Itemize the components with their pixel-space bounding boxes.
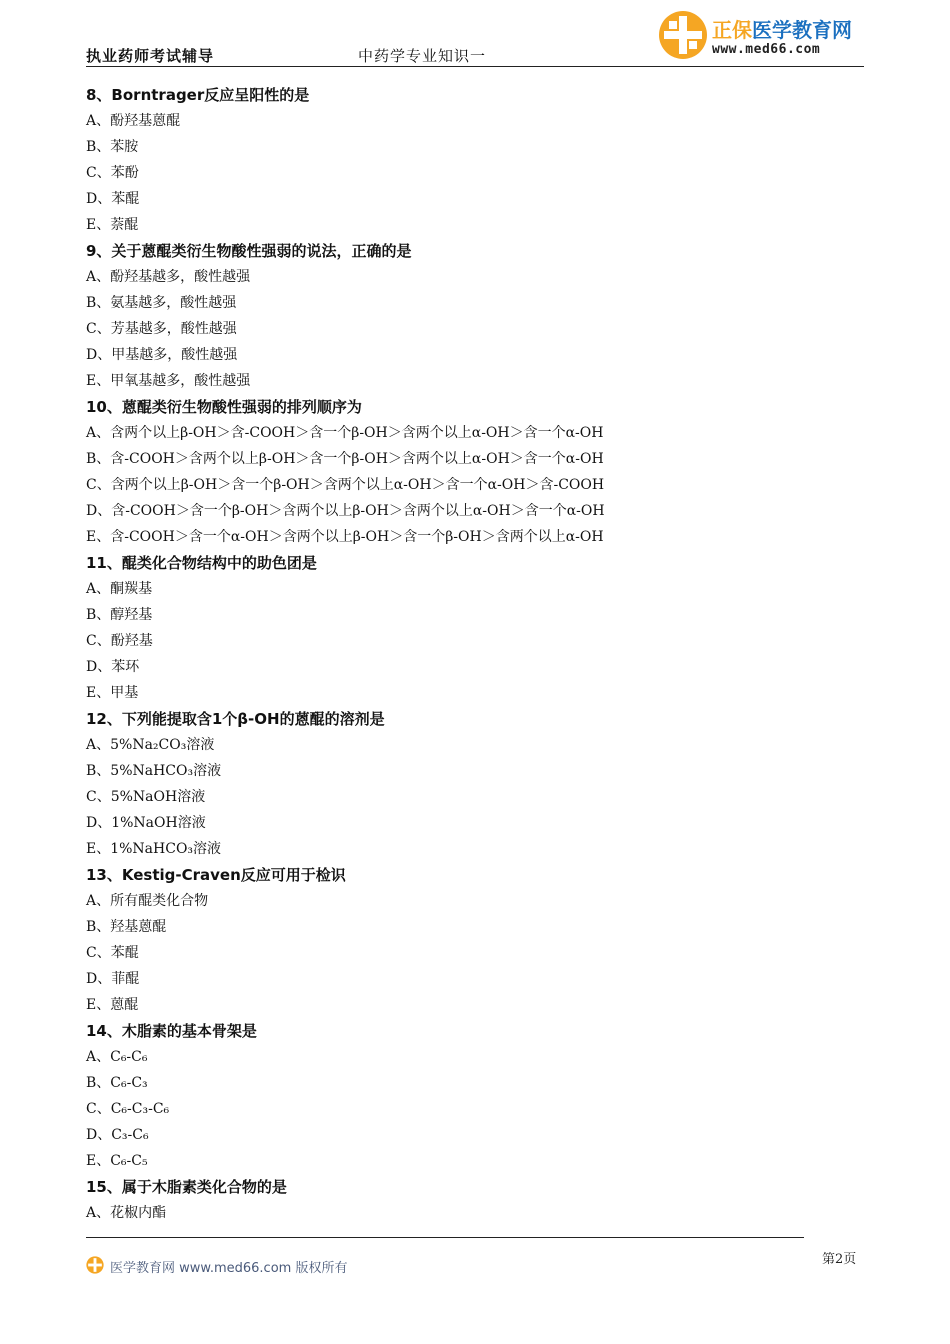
- answer-option: E、1%NaHCO₃溶液: [86, 841, 222, 857]
- answer-option: B、羟基蒽醌: [86, 919, 167, 935]
- answer-option: E、萘醌: [86, 217, 139, 233]
- logo-brand-name: 正保医学教育网: [712, 18, 852, 42]
- answer-option: C、苯醌: [86, 945, 139, 961]
- answer-option: A、C₆-C₆: [86, 1049, 148, 1065]
- logo-cross-icon: [658, 10, 708, 60]
- answer-option: C、C₆-C₃-C₆: [86, 1101, 170, 1117]
- answer-option: B、5%NaHCO₃溶液: [86, 763, 222, 779]
- answer-option: C、5%NaOH溶液: [86, 789, 206, 805]
- header-subject-title: 中药学专业知识一: [358, 47, 487, 65]
- answer-option: D、甲基越多，酸性越强: [86, 347, 238, 363]
- header-exam-title: 执业药师考试辅导: [86, 47, 215, 65]
- answer-option: E、蒽醌: [86, 997, 139, 1013]
- question-list: [86, 82, 864, 1226]
- answer-option: D、菲醌: [86, 971, 140, 987]
- answer-option: C、含两个以上β-OH＞含一个β-OH＞含两个以上α-OH＞含一个α-OH＞含-COOH: [86, 477, 605, 493]
- answer-option: D、苯环: [86, 659, 140, 675]
- question-stem: 10、蒽醌类衍生物酸性强弱的排列顺序为: [86, 398, 362, 416]
- answer-option: C、芳基越多，酸性越强: [86, 321, 237, 337]
- header-divider: [86, 66, 864, 67]
- footer-divider: [86, 1237, 804, 1238]
- answer-option: D、C₃-C₆: [86, 1127, 149, 1143]
- answer-option: A、5%Na₂CO₃溶液: [86, 737, 215, 753]
- logo-url: www.med66.com: [712, 42, 821, 57]
- answer-option: D、苯醌: [86, 191, 140, 207]
- answer-option: B、C₆-C₃: [86, 1075, 148, 1091]
- answer-option: E、含-COOH＞含一个α-OH＞含两个以上β-OH＞含一个β-OH＞含两个以上α-OH: [86, 529, 604, 545]
- answer-option: C、苯酚: [86, 165, 139, 181]
- page-number: 第2页: [822, 1252, 857, 1267]
- question-stem: 15、属于木脂素类化合物的是: [86, 1178, 287, 1196]
- question-stem: 9、关于蒽醌类衍生物酸性强弱的说法，正确的是: [86, 242, 412, 260]
- footer-copyright: 医学教育网 www.med66.com 版权所有: [110, 1261, 348, 1276]
- answer-option: B、氨基越多，酸性越强: [86, 295, 237, 311]
- answer-option: E、甲基: [86, 685, 139, 701]
- answer-option: C、酚羟基: [86, 633, 153, 649]
- question-stem: 8、Borntrager反应呈阳性的是: [86, 86, 310, 104]
- answer-option: B、醇羟基: [86, 607, 153, 623]
- question-stem: 14、木脂素的基本骨架是: [86, 1022, 257, 1040]
- answer-option: A、酮羰基: [86, 581, 153, 597]
- footer-logo-icon: [86, 1256, 104, 1274]
- answer-option: B、含-COOH＞含两个以上β-OH＞含一个β-OH＞含两个以上α-OH＞含一个α-OH: [86, 451, 604, 467]
- answer-option: A、酚羟基越多，酸性越强: [86, 269, 251, 285]
- question-stem: 11、醌类化合物结构中的助色团是: [86, 554, 317, 572]
- answer-option: E、C₆-C₅: [86, 1153, 148, 1169]
- answer-option: A、花椒内酯: [86, 1205, 167, 1221]
- page-header: [86, 0, 864, 68]
- answer-option: D、含-COOH＞含一个β-OH＞含两个以上β-OH＞含两个以上α-OH＞含一个α-OH: [86, 503, 605, 519]
- question-stem: 12、下列能提取含1个β-OH的蒽醌的溶剂是: [86, 710, 385, 728]
- answer-option: E、甲氧基越多，酸性越强: [86, 373, 251, 389]
- answer-option: A、含两个以上β-OH＞含-COOH＞含一个β-OH＞含两个以上α-OH＞含一个α-OH: [86, 425, 604, 441]
- brand-logo[interactable]: [658, 10, 864, 62]
- answer-option: A、所有醌类化合物: [86, 893, 209, 909]
- question-stem: 13、Kestig-Craven反应可用于检识: [86, 866, 346, 884]
- answer-option: D、1%NaOH溶液: [86, 815, 206, 831]
- answer-option: B、苯胺: [86, 139, 139, 155]
- answer-option: A、酚羟基蒽醌: [86, 113, 181, 129]
